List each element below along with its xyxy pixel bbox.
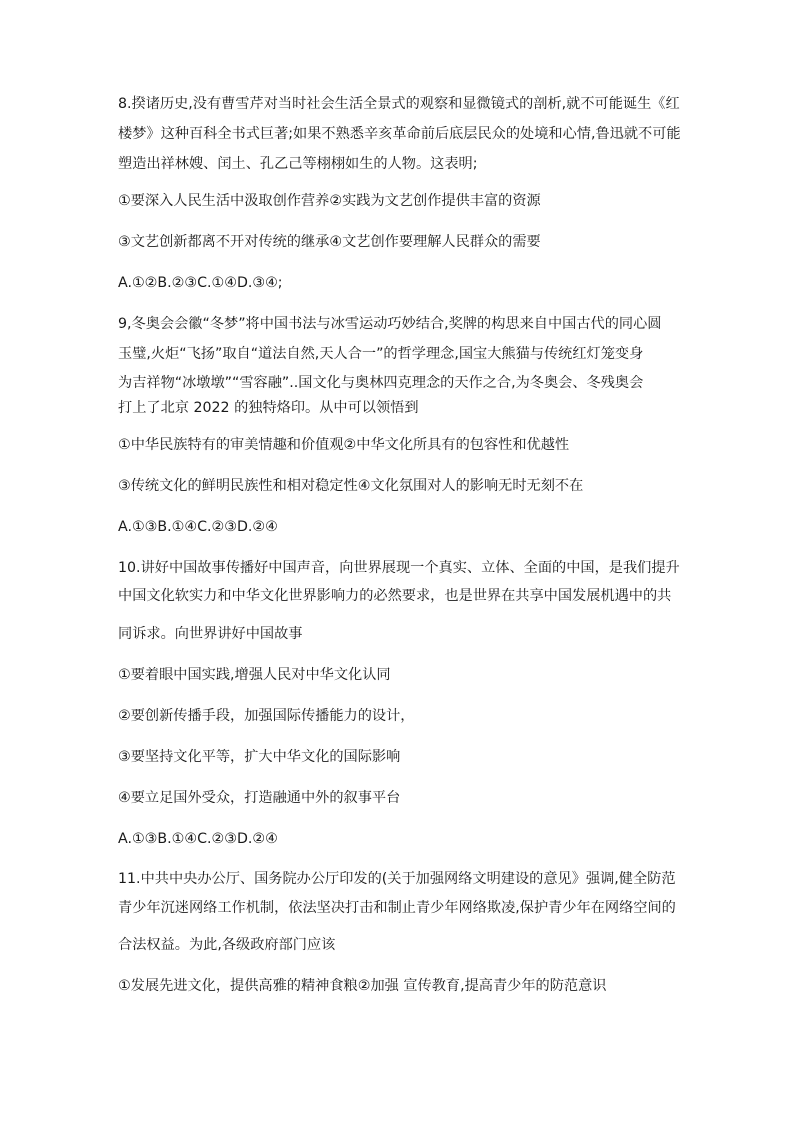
q8-options-3-4: ③文艺创新都离不开对传统的继承④文艺创作要理解人民群众的需要	[118, 234, 541, 250]
q8-stem-line-3: 塑造出祥林嫂、闰土、孔乙己等栩栩如生的人物。这表明;	[118, 156, 478, 172]
q10-option-3: ③要坚持文化平等，扩大中华文化的国际影响	[118, 749, 401, 765]
q9-stem-line-3: 为吉祥物“冰墩墩”“雪容融”..国文化与奥林四克理念的天作之合,为冬奥会、冬残奥会	[118, 375, 644, 391]
q10-answer-choices: A.①③B.①④C.②③D.②④	[118, 831, 278, 847]
q10-stem-line-1: 10.讲好中国故事传播好中国声音，向世界展现一个真实、立体、全面的中国，是我们提升	[118, 560, 680, 576]
q9-answer-choices: A.①③B.①④C.②③D.②④	[118, 519, 278, 535]
q9-options-3-4: ③传统文化的鲜明民族性和相对稳定性④文化氛围对人的影响无时无刻不在	[118, 478, 584, 494]
q10-option-4: ④要立足国外受众，打造融通中外的叙事平台	[118, 790, 401, 806]
q9-stem-line-4: 打上了北京 2022 的独特烙印。从中可以领悟到	[118, 400, 419, 416]
q8-options-1-2: ①要深入人民生活中汲取创作营养②实践为文艺创作提供丰富的资源	[118, 193, 541, 209]
q11-stem-line-2: 青少年沉迷网络工作机制，依法坚决打击和制止青少年网络欺凌,保护青少年在网络空间的	[118, 900, 676, 916]
q9-stem-line-1: 9,冬奥会会徽“冬梦”将中国书法与冰雪运动巧妙结合,奖牌的构思来自中国古代的同心圆	[118, 316, 662, 332]
q8-stem-line-2: 楼梦》这种百科全书式巨著;如果不熟悉辛亥革命前后底层民众的处境和心情,鲁迅就不可能	[118, 126, 681, 142]
q11-stem-line-1: 11.中共中央办公厅、国务院办公厅印发的(关于加强网络文明建设的意见》强调,健全防范	[118, 871, 676, 887]
q11-options-1-2: ①发展先进文化，提供高雅的精神食粮②加强 宣传教育,提高青少年的防范意识	[118, 978, 607, 994]
q10-option-2: ②要创新传播手段，加强国际传播能力的设计，	[118, 708, 415, 724]
q10-option-1: ①要着眼中国实践,增强人民对中华文化认同	[118, 667, 391, 683]
q8-stem-line-1: 8.揆诸历史,没有曹雪芹对当时社会生活全景式的观察和显微镜式的剖析,就不可能诞生《红	[118, 96, 680, 112]
q9-options-1-2: ①中华民族特有的审美情趣和价值观②中华文化所具有的包容性和优越性	[118, 437, 570, 453]
q9-stem-line-2: 玉璧,火炬“飞扬”取自“道法自然,天人合一”的哲学理念,国宝大熊猫与传统红灯笼变身	[118, 346, 644, 362]
q11-stem-line-3: 合法权益。为此,各级政府部门应该	[118, 937, 336, 953]
q10-stem-line-3: 同诉求。向世界讲好中国故事	[118, 626, 303, 642]
q10-stem-line-2: 中国文化软实力和中华文化世界影响力的必然要求，也是世界在共享中国发展机遇中的共	[118, 588, 672, 604]
q8-answer-choices: A.①②B.②③C.①④D.③④;	[118, 275, 283, 291]
